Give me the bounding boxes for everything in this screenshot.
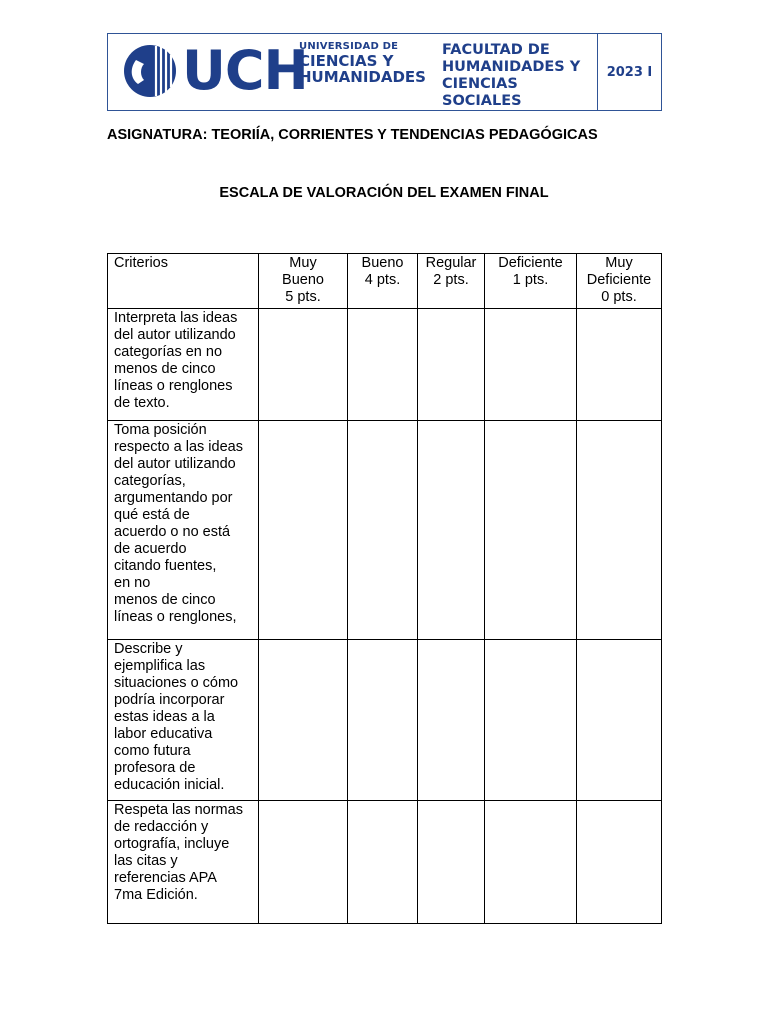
- faculty-name: [442, 42, 597, 110]
- rating-scale-table: [107, 253, 662, 924]
- subject-heading: ASIGNATURA: TEORIÍA, CORRIENTES Y TENDENCIAS PEDAGÓGICAS: [107, 127, 598, 143]
- header-banner: [107, 33, 662, 111]
- criterion-text: Toma posición respecto a las ideas del autor utilizando categorías, argumentando por qué está de acuerdo o no está de acuerdo citando fuentes, en no menos de cinco líneas o renglones,: [114, 422, 243, 625]
- score-cell: [348, 640, 418, 801]
- score-cell: [259, 309, 348, 421]
- university-line-2: CIENCIAS Y: [299, 52, 394, 70]
- score-cell: [418, 421, 485, 640]
- criterion-cell: [108, 640, 259, 801]
- score-cell: [418, 801, 485, 924]
- score-cell: [348, 801, 418, 924]
- column-header-criteria: [108, 254, 259, 309]
- university-line-3: HUMANIDADES: [299, 68, 426, 86]
- score-cell: [577, 309, 662, 421]
- score-cell: [577, 801, 662, 924]
- column-header-deficient: [485, 254, 577, 309]
- score-cell: [348, 421, 418, 640]
- column-header-good: [348, 254, 418, 309]
- score-cell: [485, 309, 577, 421]
- university-name: [299, 42, 426, 85]
- university-line-1: UNIVERSIDAD DE: [299, 41, 399, 52]
- column-header-label: Bueno 4 pts.: [361, 255, 404, 288]
- university-logo: [108, 34, 598, 110]
- score-cell: [485, 640, 577, 801]
- faculty-line-3: CIENCIAS SOCIALES: [442, 76, 522, 109]
- column-header-label: Muy Bueno 5 pts.: [282, 255, 324, 305]
- score-cell: [259, 801, 348, 924]
- table-row: [108, 640, 662, 801]
- table-row: [108, 801, 662, 924]
- column-header-label: Muy Deficiente 0 pts.: [586, 255, 652, 305]
- table-row: [108, 421, 662, 640]
- column-header-regular: [418, 254, 485, 309]
- logo-wordmark: UCH: [182, 39, 308, 102]
- document-title: ESCALA DE VALORACIÓN DEL EXAMEN FINAL: [219, 185, 549, 201]
- criterion-text: Describe y ejemplifica las situaciones o cómo podría incorporar estas ideas a la labor educativa como futura profesora de educación inicial.: [114, 641, 239, 793]
- score-cell: [418, 309, 485, 421]
- university-emblem-icon: [122, 38, 178, 104]
- score-cell: [485, 421, 577, 640]
- score-cell: [418, 640, 485, 801]
- faculty-line-2: HUMANIDADES Y: [442, 59, 581, 75]
- criterion-cell: [108, 421, 259, 640]
- column-header-very-deficient: [577, 254, 662, 309]
- table-row: [108, 309, 662, 421]
- criterion-cell: [108, 801, 259, 924]
- table-header-row: [108, 254, 662, 309]
- criterion-cell: [108, 309, 259, 421]
- score-cell: [348, 309, 418, 421]
- column-header-label: Regular 2 pts.: [425, 255, 477, 288]
- score-cell: [577, 640, 662, 801]
- score-cell: [577, 421, 662, 640]
- score-cell: [259, 640, 348, 801]
- faculty-line-1: FACULTAD DE: [442, 42, 550, 58]
- score-cell: [259, 421, 348, 640]
- column-header-very-good: [259, 254, 348, 309]
- criterion-text: Respeta las normas de redacción y ortografía, incluye las citas y referencias APA 7ma Edición.: [114, 802, 243, 903]
- academic-period: 2023 I: [606, 64, 653, 80]
- column-header-label: Criterios: [114, 255, 168, 271]
- criterion-text: Interpreta las ideas del autor utilizando categorías en no menos de cinco líneas o renglones de texto.: [114, 310, 238, 411]
- column-header-label: Deficiente 1 pts.: [498, 255, 563, 288]
- score-cell: [485, 801, 577, 924]
